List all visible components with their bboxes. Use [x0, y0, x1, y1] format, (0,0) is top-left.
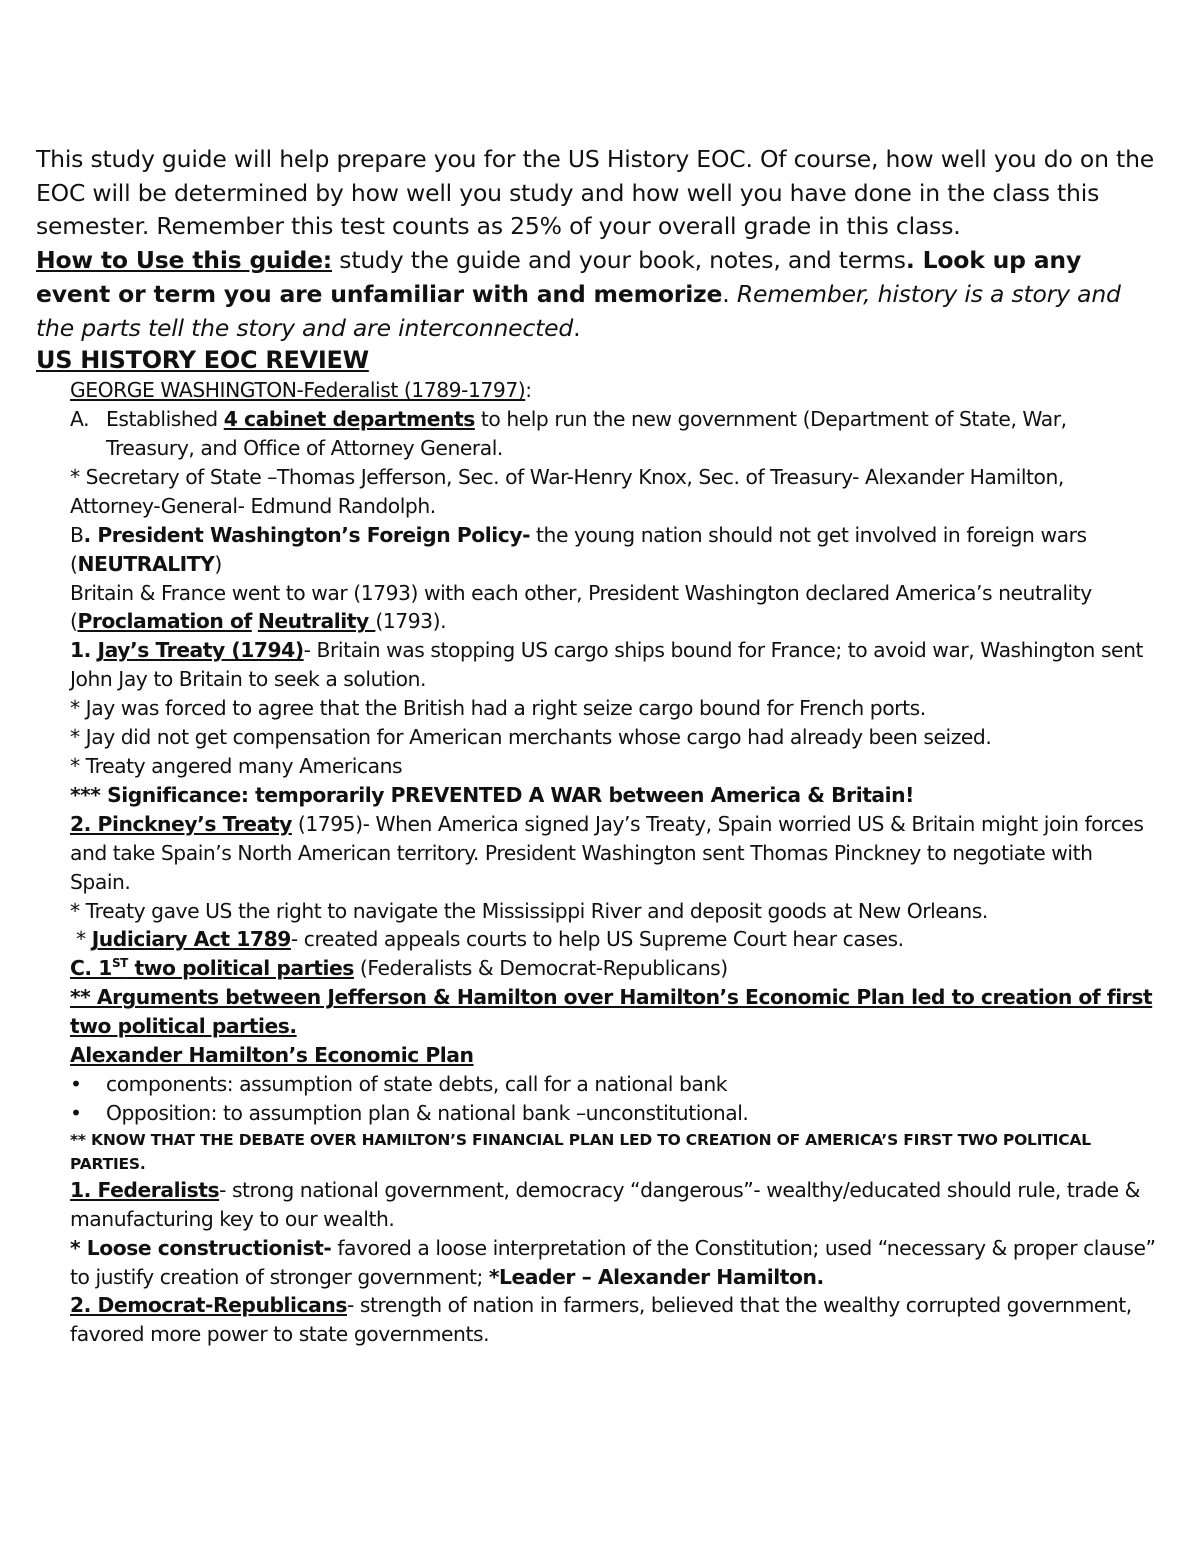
proclamation-paragraph	[70, 579, 1156, 637]
judiciary-paragraph	[70, 925, 1156, 954]
how-to-use-bold: Look up any event or term you are unfamiliar with and memorize	[36, 246, 1082, 308]
item-b-text-1: the young nation should not get involved in foreign wars (	[70, 522, 1087, 576]
how-to-use-end: .	[573, 313, 581, 342]
pinckney-point: * Treaty gave US the right to navigate the Mississippi River and deposit goods at New Orleans.	[70, 898, 988, 923]
federalists-title: 1. Federalists	[70, 1177, 220, 1202]
parties-sup: ST	[111, 956, 128, 971]
loose-end: .	[816, 1264, 824, 1289]
how-to-use-period-2: .	[722, 279, 737, 308]
review-body	[36, 376, 1156, 1349]
federalists-paragraph	[70, 1176, 1156, 1234]
democrat-republicans-text: - strength of nation in farmers, believed that the wealthy corrupted government, favored more power to state governments.	[70, 1293, 1132, 1347]
judiciary-title: Judiciary Act 1789	[91, 927, 291, 952]
loose-constructionist-paragraph	[70, 1234, 1156, 1292]
jay-significance: *** Significance: temporarily PREVENTED A WAR between America & Britain!	[70, 782, 914, 807]
jay-treaty-title: Jay’s Treaty (1794)	[97, 638, 304, 663]
foreign-policy-heading: . President Washington’s Foreign Policy-	[83, 522, 531, 547]
how-to-use-paragraph	[36, 244, 1156, 345]
loose-constructionist-label: * Loose constructionist-	[70, 1235, 332, 1260]
parties-title-2: two political parties	[127, 956, 354, 981]
bullet-icon: •	[70, 1100, 82, 1125]
section-colon: :	[525, 378, 532, 403]
parties-title-1: C. 1	[70, 956, 112, 981]
cabinet-members: * Secretary of State –Thomas Jefferson, Sec. of War-Henry Knox, Sec. of Treasury- Alexander Hamilton, Attorney-General- Edmund Randolph.	[70, 464, 1064, 518]
review-title: US HISTORY EOC REVIEW	[36, 346, 369, 375]
pinckney-paragraph	[70, 810, 1156, 897]
loose-constructionist-text: favored a loose interpretation of the Constitution; used “necessary & proper clause” to justify creation of stronger government;	[70, 1235, 1156, 1289]
item-a	[70, 405, 1156, 463]
economic-plan-list	[70, 1070, 1156, 1128]
jay-treaty-text: - Britain was stopping US cargo ships bound for France; to avoid war, Washington sent John Jay to Britain to seek a solution.	[70, 638, 1143, 692]
parties-text: (Federalists & Democrat-Republicans)	[353, 956, 728, 981]
jay-number: 1.	[70, 638, 98, 663]
judiciary-text: - created appeals courts to help US Supreme Court hear cases.	[290, 927, 904, 952]
neutrality-term: NEUTRALITY	[77, 551, 215, 576]
how-to-use-italic: Remember, history is a story and the parts tell the story and are interconnected	[36, 279, 1121, 342]
know-note: ** KNOW THAT THE DEBATE OVER HAMILTON’S FINANCIAL PLAN LED TO CREATION OF AMERICA’S FIRST TWO POLITICAL PARTIES.	[70, 1130, 1091, 1173]
list-item	[70, 1070, 1156, 1099]
bullet-icon: •	[70, 1071, 82, 1096]
how-to-use-label: How to Use this guide:	[36, 246, 333, 275]
how-to-use-period: .	[905, 246, 923, 275]
pinckney-title: 2. Pinckney’s Treaty	[70, 811, 292, 836]
item-a-text-1: Established	[106, 407, 224, 432]
plan-bullet-text: Opposition: to assumption plan & national bank –unconstitutional.	[106, 1100, 749, 1125]
judiciary-star: *	[70, 927, 92, 952]
item-a-marker: A.	[70, 407, 90, 432]
hamilton-leader: *Leader – Alexander Hamilton	[488, 1264, 817, 1289]
proclamation-term-1: Proclamation of	[77, 609, 252, 634]
federalists-text: - strong national government, democracy “dangerous”- wealthy/educated should rule, trade & manufacturing key to our wealth.	[70, 1177, 1141, 1231]
arguments-note: ** Arguments between Jefferson & Hamilton over Hamilton’s Economic Plan led to creation of first two political parties.	[70, 985, 1153, 1039]
proclamation-text-2: (1793).	[375, 609, 447, 634]
pinckney-text: (1795)- When America signed Jay’s Treaty, Spain worried US & Britain might join forces and take Spain’s North American territory. President Washington sent Thomas Pinckney to negotiate with Spain.	[70, 811, 1144, 894]
proclamation-text-1: Britain & France went to war (1793) with each other, President Washington declared America’s neutrality (	[70, 580, 1092, 634]
how-to-use-text: study the guide and your book, notes, and terms	[332, 246, 906, 275]
section-heading-line	[70, 376, 1156, 405]
intro-section	[36, 143, 1156, 345]
item-b-text-2: )	[214, 551, 222, 576]
item-a-text-2: to help run the new government (Department of State, War, Treasury, and Office of Attorney General.	[106, 407, 1067, 461]
jay-point-1: * Jay was forced to agree that the British had a right seize cargo bound for French ports.	[70, 696, 926, 721]
proclamation-term-2: Neutrality	[257, 609, 376, 634]
section-heading: GEORGE WASHINGTON-Federalist (1789-1797)	[70, 378, 526, 403]
jay-point-2: * Jay did not get compensation for American merchants whose cargo had already been seized.	[70, 725, 992, 750]
democrat-republicans-title: 2. Democrat-Republicans	[70, 1293, 347, 1318]
jay-point-3: * Treaty angered many Americans	[70, 754, 403, 778]
list-item	[70, 1099, 1156, 1128]
plan-bullet-text: components: assumption of state debts, call for a national bank	[106, 1071, 728, 1096]
document-content	[36, 143, 1156, 1349]
economic-plan-title: Alexander Hamilton’s Economic Plan	[70, 1043, 474, 1068]
item-b-marker: B	[70, 522, 84, 547]
political-parties-line	[70, 954, 1156, 983]
democrat-republicans-paragraph	[70, 1291, 1156, 1349]
item-b	[70, 521, 1156, 579]
intro-paragraph: This study guide will help prepare you for the US History EOC. Of course, how well you do on the EOC will be determined by how well you study and how well you have done in the class this semester. Remember this test counts as 25% of your overall grade in this class.	[36, 145, 1155, 241]
jay-treaty-paragraph	[70, 636, 1156, 694]
political-parties-title	[70, 956, 354, 980]
cabinet-departments: 4 cabinet departments	[223, 407, 475, 432]
